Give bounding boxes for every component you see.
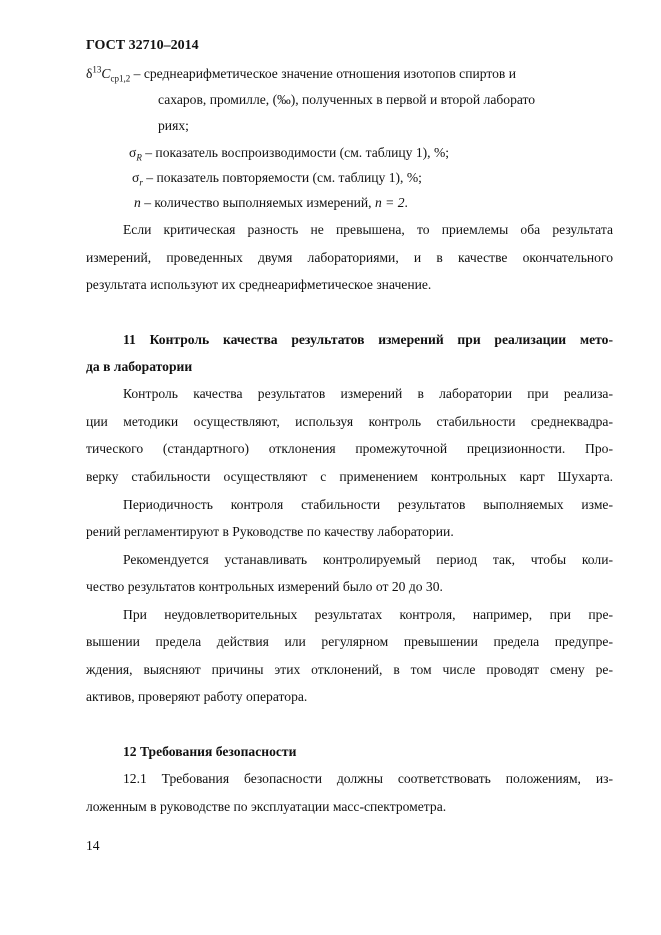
paragraph-line: 12.1 Требования безопасности должны соответствовать положениям, из- xyxy=(123,771,613,786)
page-number: 14 xyxy=(86,838,100,853)
paragraph-line: верку стабильности осуществляют с применением контрольных карт Шухарта. xyxy=(86,469,613,484)
paragraph-line: чество результатов контрольных измерений было от 20 до 30. xyxy=(86,579,443,594)
section-11-heading-cont: да в лаборатории xyxy=(86,359,193,374)
definition-delta13-cont2: риях; xyxy=(158,118,189,133)
definition-delta13-cont1: сахаров, промилле, (‰), полученных в первой и второй лаборато xyxy=(158,92,536,107)
definition-delta13: $\delta^{13}C_{ср1,2}$ – среднеарифметическое значение отношения изотопов спиртов и xyxy=(86,64,517,84)
paragraph-line: вышении предела действия или регулярном превышении предела предупре- xyxy=(86,634,613,649)
definition-sigma-r-reproducibility: $\sigma_R$ – показатель воспроизводимости (см. таблицу 1), %; xyxy=(129,145,450,163)
paragraph-line: Периодичность контроля стабильности результатов выполняемых изме- xyxy=(123,497,613,512)
section-11-heading: 11 Контроль качества результатов измерений при реализации мето- xyxy=(123,332,613,347)
paragraph-line: Если критическая разность не превышена, то приемлемы оба результата xyxy=(123,222,613,237)
paragraph-line: Рекомендуется устанавливать контролируемый период так, чтобы коли- xyxy=(123,552,613,567)
paragraph-line: тического (стандартного) отклонения промежуточной прецизионности. Про- xyxy=(86,441,613,456)
document-header: ГОСТ 32710–2014 xyxy=(86,38,199,53)
definition-n: n – количество выполняемых измерений, n = 2. xyxy=(134,195,408,210)
paragraph-line: ждения, выясняют причины этих отклонений, в том числе проводят смену ре- xyxy=(86,662,613,677)
paragraph-line: результата используют их среднеарифметическое значение. xyxy=(86,277,432,292)
paragraph-line: активов, проверяют работу оператора. xyxy=(86,689,308,704)
paragraph-line: При неудовлетворительных результатах контроля, например, при пре- xyxy=(123,607,613,622)
section-12-heading: 12 Требования безопасности xyxy=(123,744,297,759)
paragraph-line: измерений, проведенных двумя лабораториями, и в качестве окончательного xyxy=(86,250,613,265)
paragraph-line: рений регламентируют в Руководстве по качеству лаборатории. xyxy=(86,524,454,539)
paragraph-line: ции методики осуществляют, используя контроль стабильности среднеквадра- xyxy=(86,414,613,429)
paragraph-line: ложенным в руководстве по эксплуатации масс-спектрометра. xyxy=(86,799,447,814)
paragraph-line: Контроль качества результатов измерений в лаборатории при реализа- xyxy=(123,386,613,401)
definition-sigma-r-repeatability: $\sigma_r$ – показатель повторяемости (см. таблицу 1), %; xyxy=(132,170,422,188)
